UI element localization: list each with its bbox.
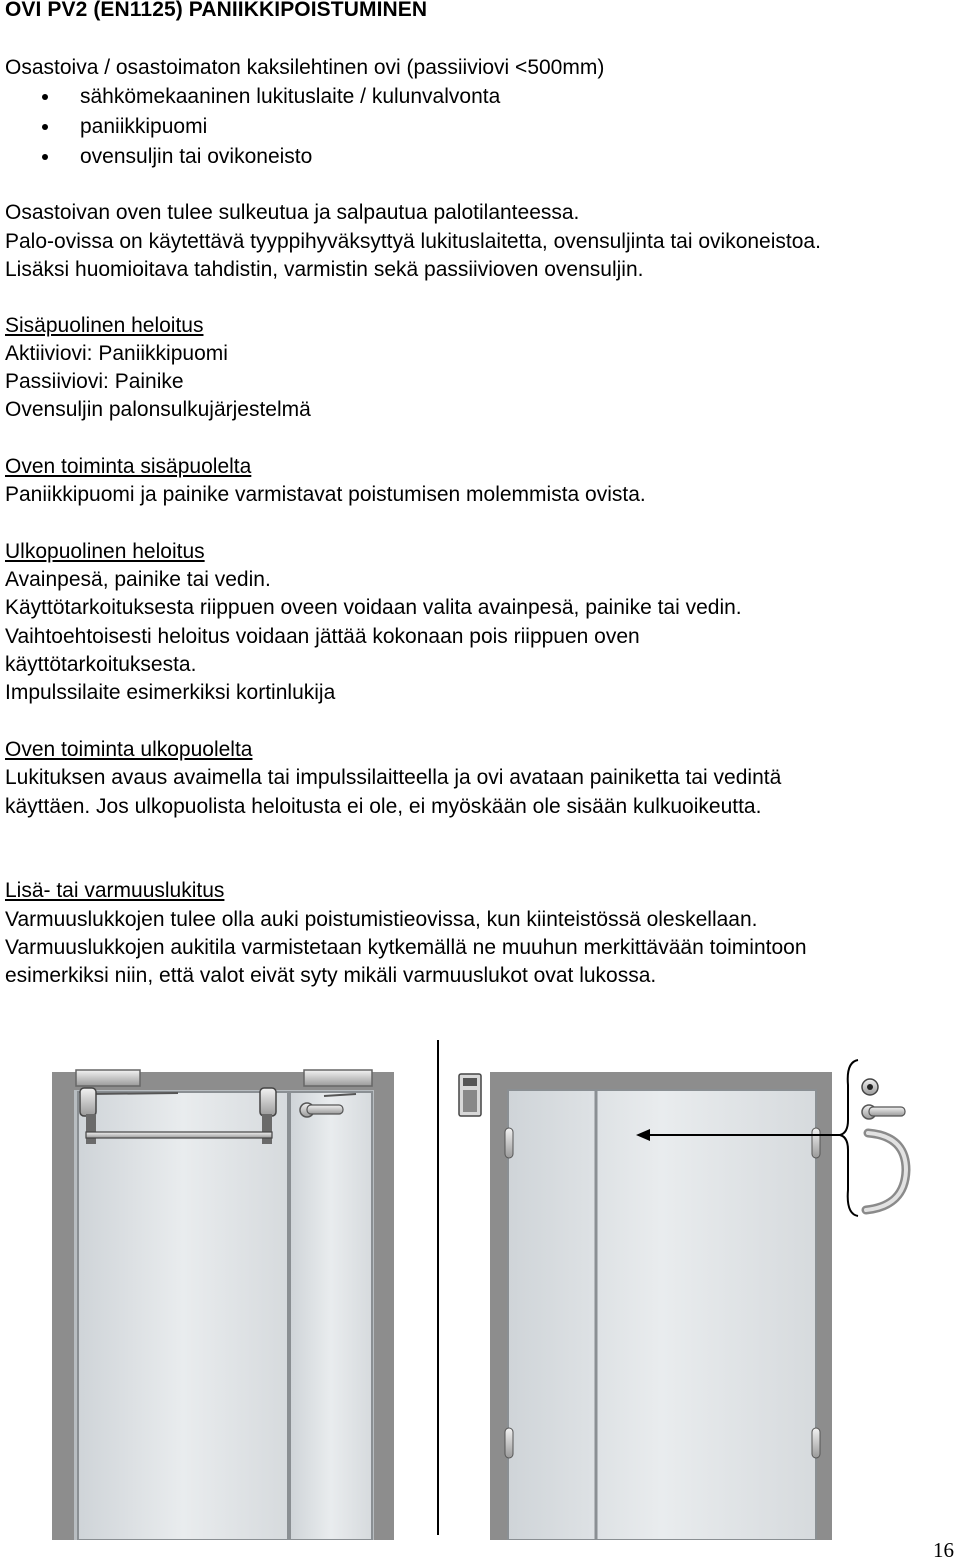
section-heading-safety-lock: Lisä- tai varmuuslukitus bbox=[5, 879, 225, 902]
paragraph-line: Varmuuslukkojen aukitila varmistetaan kytkemällä ne muuhun merkittävään toimintoon bbox=[5, 936, 807, 959]
page-number: 16 bbox=[933, 1538, 954, 1562]
intro-line: Osastoiva / osastoimaton kaksilehtinen ovi (passiiviovi <500mm) bbox=[5, 56, 605, 79]
section-heading-inner-fitting: Sisäpuolinen heloitus bbox=[5, 314, 204, 337]
bullet-item: sähkömekaaninen lukituslaite / kulunvalvonta bbox=[80, 85, 501, 108]
paragraph-line: Paniikkipuomi ja painike varmistavat poistumisen molemmista ovista. bbox=[5, 483, 646, 506]
bullet-item: ovensuljin tai ovikoneisto bbox=[80, 145, 313, 168]
pull-handle-icon bbox=[866, 1133, 906, 1210]
brace-icon bbox=[840, 1060, 858, 1216]
door-closer-icon bbox=[304, 1070, 372, 1086]
paragraph-line: Impulssilaite esimerkiksi kortinlukija bbox=[5, 681, 336, 704]
paragraph-line: käyttäen. Jos ulkopuolista heloitusta ei ole, ei myöskään ole sisään kulkuoikeutta. bbox=[5, 795, 762, 818]
paragraph-line: esimerkiksi niin, että valot eivät syty mikäli varmuuslukot ovat lukossa. bbox=[5, 964, 657, 987]
bullet-dot bbox=[42, 94, 48, 100]
paragraph-line: Avainpesä, painike tai vedin. bbox=[5, 568, 271, 591]
paragraph-line: Passiiviovi: Painike bbox=[5, 370, 184, 393]
passive-door-leaf bbox=[290, 1092, 372, 1540]
door-closer-icon bbox=[76, 1070, 140, 1086]
card-reader-icon bbox=[459, 1074, 481, 1116]
paragraph-line: Ovensuljin palonsulkujärjestelmä bbox=[5, 398, 311, 421]
paragraph-line: Lisäksi huomioitava tahdistin, varmistin sekä passiivioven ovensuljin. bbox=[5, 258, 644, 281]
active-door-leaf bbox=[78, 1092, 288, 1540]
key-cylinder-icon bbox=[862, 1079, 878, 1095]
paragraph-line: Käyttötarkoituksesta riippuen oveen voidaan valita avainpesä, painike tai vedin. bbox=[5, 596, 742, 619]
paragraph-line: Osastoivan oven tulee sulkeutua ja salpautua palotilanteessa. bbox=[5, 201, 580, 224]
bullet-dot bbox=[42, 124, 48, 130]
lever-handle-icon bbox=[862, 1105, 905, 1119]
inside-door-view bbox=[52, 1070, 394, 1540]
bullet-item: paniikkipuomi bbox=[80, 115, 208, 138]
section-heading-outer-fitting: Ulkopuolinen heloitus bbox=[5, 540, 205, 563]
page-title: OVI PV2 (EN1125) PANIIKKIPOISTUMINEN bbox=[5, 0, 428, 21]
paragraph-line: Vaihtoehtoisesti heloitus voidaan jättää kokonaan pois riippuen oven bbox=[5, 625, 640, 648]
paragraph-line: käyttötarkoituksesta. bbox=[5, 653, 197, 676]
door-leaves bbox=[508, 1090, 816, 1540]
door-illustration bbox=[0, 1030, 960, 1540]
paragraph-line: Varmuuslukkojen tulee olla auki poistumistieovissa, kun kiinteistössä oleskellaan. bbox=[5, 908, 758, 931]
bullet-dot bbox=[42, 154, 48, 160]
outside-door-view bbox=[490, 1072, 832, 1540]
paragraph-line: Aktiiviovi: Paniikkipuomi bbox=[5, 342, 228, 365]
paragraph-line: Lukituksen avaus avaimella tai impulssilaitteella ja ovi avataan painiketta tai vedintä bbox=[5, 766, 782, 789]
section-heading-outer-operation: Oven toiminta ulkopuolelta bbox=[5, 738, 253, 761]
section-heading-inner-operation: Oven toiminta sisäpuolelta bbox=[5, 455, 252, 478]
paragraph-line: Palo-ovissa on käytettävä tyyppihyväksyttyä lukituslaitetta, ovensuljinta tai ovikoneistoa. bbox=[5, 230, 821, 253]
